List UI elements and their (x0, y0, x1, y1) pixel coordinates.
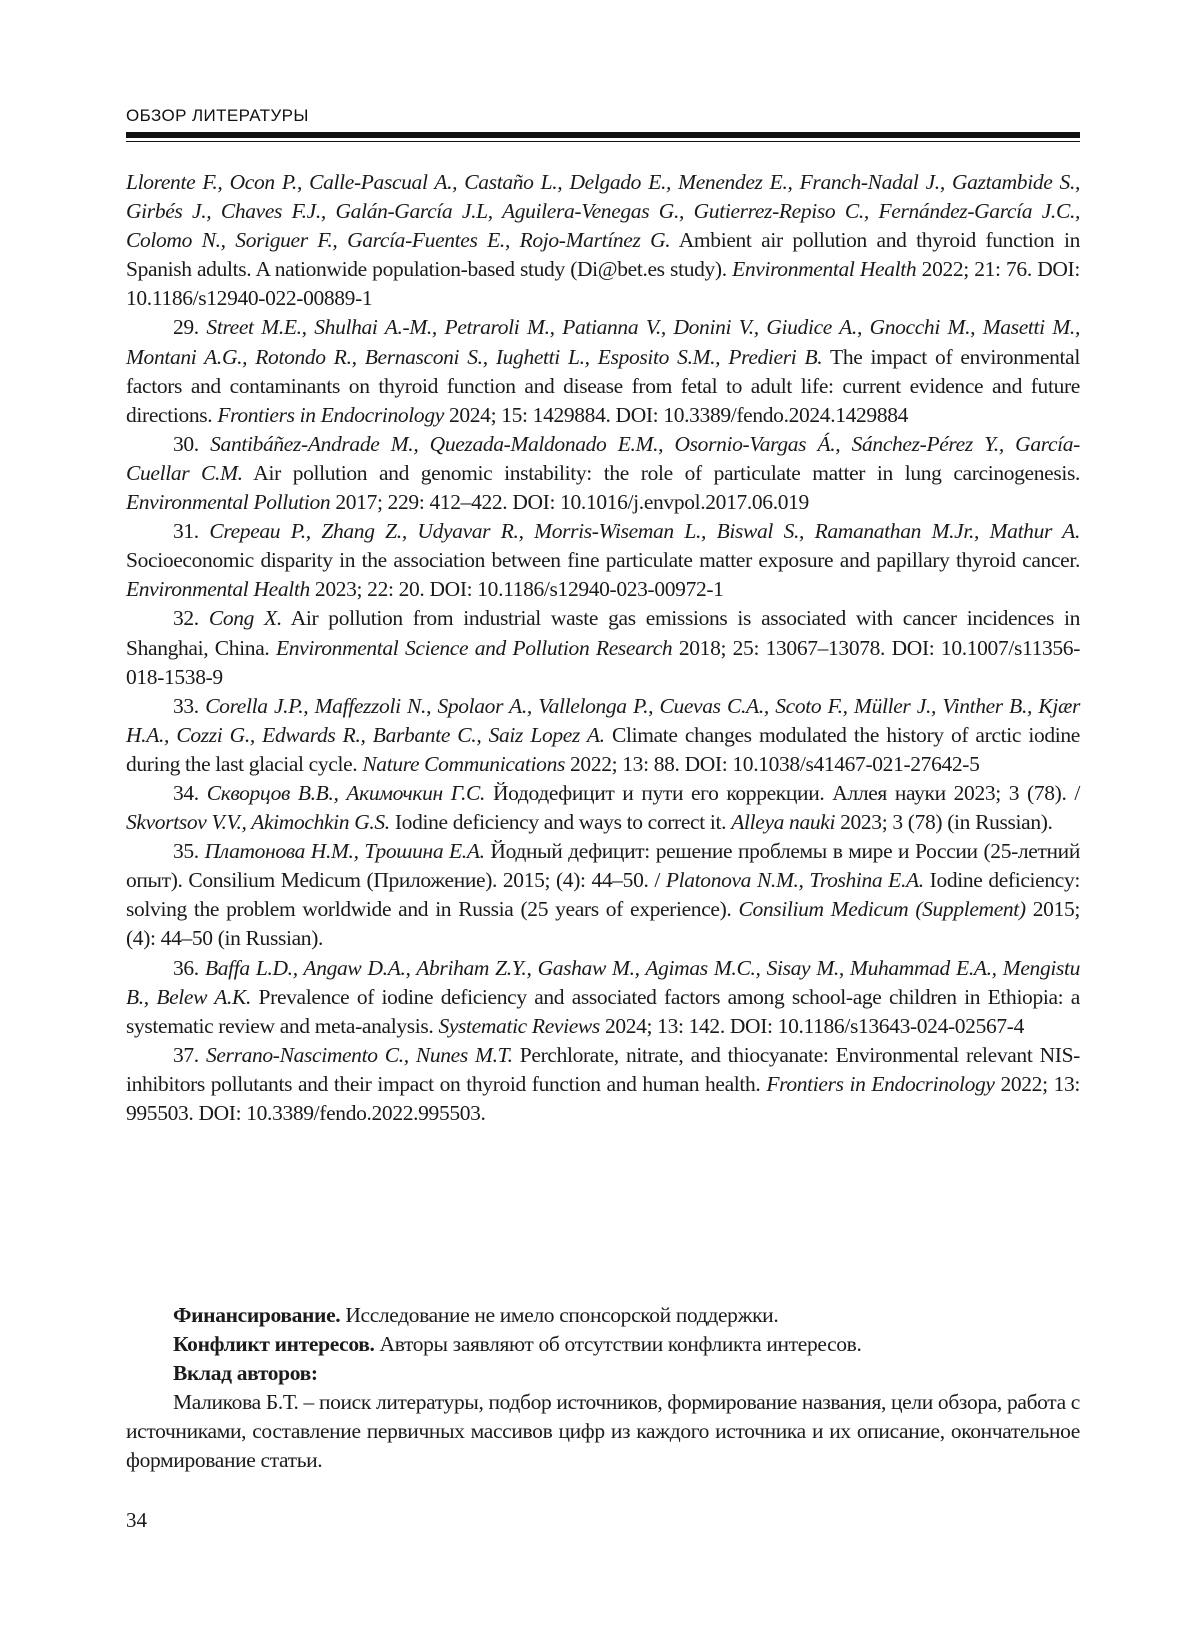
reference-journal: Systematic Reviews (438, 1013, 600, 1038)
conflict-text: Авторы заявляют об отсутствии конфликта интересов. (379, 1332, 862, 1357)
reference-title: Ambient air pollution and thyroid function in Spanish adults. A nationwide population-based study (Di@bet.es study). (126, 228, 1080, 282)
reference-details: 2015; (4): 44–50 (in Russian). (126, 897, 1081, 951)
reference-journal: Environmental Pollution (126, 490, 331, 515)
reference-details: 2022; 13: 995503. DOI: 10.3389/fendo.2022.995503. (126, 1071, 1080, 1125)
reference-authors: Скворцов В.В., Акимочкин Г.С. (206, 780, 486, 805)
reference-number: 35. (173, 839, 199, 864)
funding-statement (126, 1301, 1080, 1330)
reference-title: Йодный дефицит: решение проблемы в мире и России (25-летний опыт). Consilium Medicum (Приложение). 2015; (4): 44–50. / (126, 839, 1080, 893)
reference-journal: Consilium Medicum (Supplement) (738, 897, 1026, 922)
reference-number: 34. (173, 780, 199, 805)
reference-item (126, 313, 1080, 429)
conflict-statement (126, 1330, 1080, 1359)
reference-journal: Environmental Health (732, 257, 917, 282)
reference-number: 33. (173, 693, 199, 718)
reference-title: Perchlorate, nitrate, and thiocyanate: Environmental relevant NIS-inhibitors pollutants and their impact on thyroid function and human health. (126, 1042, 1080, 1096)
reference-journal: Frontiers in Endocrinology (217, 402, 444, 427)
reference-item (126, 517, 1080, 604)
header-rule-thick (126, 132, 1080, 138)
reference-item (126, 430, 1080, 517)
reference-authors: Serrano-Nascimento C., Nunes M.T. (205, 1042, 513, 1067)
funding-label: Финансирование. (173, 1303, 341, 1327)
reference-journal: Environmental Health (126, 577, 310, 602)
reference-details: 2024; 15: 1429884. DOI: 10.3389/fendo.2024.1429884 (448, 402, 909, 427)
reference-item (126, 1041, 1080, 1128)
reference-details: 2022; 13: 88. DOI: 10.1038/s41467-021-27642-5 (570, 751, 980, 776)
reference-details: 2017; 229: 412–422. DOI: 10.1016/j.envpol.2017.06.019 (335, 490, 809, 515)
reference-authors: Street M.E., Shulhai A.-M., Petraroli M., Patianna V., Donini V., Giudice A., Gnocchi M., Masetti M., Montani A.G., Rotondo R., Bernasconi S., Iughetti L., Esposito S.M., Predieri B. (126, 315, 1080, 369)
reference-item (126, 954, 1080, 1041)
reference-journal: Environmental Science and Pollution Research (276, 635, 673, 660)
header-rule-thin (126, 141, 1080, 142)
reference-number: 32. (173, 606, 199, 631)
reference-title: The impact of environmental factors and contaminants on thyroid function and disease from fetal to adult life: current evidence and future directions. (126, 344, 1080, 427)
contribution-heading (126, 1359, 1080, 1388)
reference-authors: Santibáñez-Andrade M., Quezada-Maldonado E.M., Osornio-Vargas Á., Sánchez-Pérez Y., García-Cuellar C.M. (126, 431, 1080, 485)
reference-details: 2018; 25: 13067–13078. DOI: 10.1007/s11356-018-1538-9 (126, 635, 1081, 689)
contribution-text: Маликова Б.Т. – поиск литературы, подбор источников, формирование названия, цели обзора, работа с источниками, составление первичных массивов цифр из каждого источника и их описание, окончательное формирование статьи. (126, 1390, 1081, 1473)
reference-list (126, 168, 1080, 1128)
reference-details: 2024; 13: 142. DOI: 10.1186/s13643-024-02567-4 (604, 1013, 1024, 1038)
reference-journal: Nature Communications (362, 751, 565, 776)
reference-number: 37. (173, 1042, 199, 1067)
reference-authors: Платонова Н.М., Трошина Е.А. (204, 839, 485, 864)
reference-details: 2022; 21: 76. DOI: 10.1186/s12940-022-00889-1 (126, 257, 1080, 311)
funding-text: Исследование не имело спонсорской поддержки. (345, 1303, 779, 1327)
reference-authors-en: Skvortsov V.V., Akimochkin G.S. (126, 810, 390, 835)
reference-item (126, 779, 1080, 837)
reference-authors-en: Platonova N.M., Troshina E.A. (665, 868, 924, 893)
reference-item (126, 604, 1080, 691)
reference-number: 29. (173, 315, 199, 340)
reference-journal: Frontiers in Endocrinology (766, 1071, 995, 1096)
reference-number: 31. (173, 519, 199, 544)
article-info (126, 1301, 1080, 1476)
reference-title: Air pollution and genomic instability: the role of particulate matter in lung carcinogenesis. (253, 460, 1081, 485)
reference-details: 2023; 3 (78) (in Russian). (840, 810, 1053, 835)
reference-item (126, 837, 1080, 953)
reference-authors: Crepeau P., Zhang Z., Udyavar R., Morris-Wiseman L., Biswal S., Ramanathan M.Jr., Mathur A. (209, 519, 1080, 544)
reference-authors: Corella J.P., Maffezzoli N., Spolaor A., Vallelonga P., Cuevas C.A., Scoto F., Müller J., Vinther B., Kjær H.A., Cozzi G., Edwards R., Barbante C., Saiz Lopez A. (126, 693, 1080, 747)
section-header: ОБЗОР ЛИТЕРАТУРЫ (126, 106, 309, 125)
conflict-label: Конфликт интересов. (173, 1332, 375, 1357)
reference-number: 30. (173, 431, 199, 456)
reference-title: Socioeconomic disparity in the association between fine particulate matter exposure and papillary thyroid cancer. (126, 548, 1080, 573)
reference-details: 2023; 22: 20. DOI: 10.1186/s12940-023-00972-1 (314, 577, 724, 602)
reference-authors: Cong X. (208, 606, 282, 631)
contribution-label: Вклад авторов: (173, 1361, 318, 1386)
reference-number: 36. (173, 955, 199, 980)
reference-journal: Alleya nauki (731, 810, 836, 835)
reference-title: Йододефицит и пути его коррекции. Аллея науки 2023; 3 (78). / (492, 780, 1081, 805)
reference-title: Air pollution from industrial waste gas emissions is associated with cancer incidences in Shanghai, China. (126, 606, 1081, 660)
reference-authors: Llorente F., Ocon P., Calle-Pascual A., Castaño L., Delgado E., Menendez E., Franch-Nadal J., Gaztambide S., Girbés J., Chaves F.J., Galán-García J.L, Aguilera-Venegas G., Gutierrez-Repiso C., Fernández-García J.C., Colomo N., Soriguer F., García-Fuentes E., Rojo-Martínez G. (126, 170, 1080, 253)
reference-title-en: Iodine deficiency: solving the problem worldwide and in Russia (25 years of experience). (126, 868, 1080, 922)
reference-title: Climate changes modulated the history of arctic iodine during the last glacial cycle. (126, 722, 1080, 776)
reference-item (126, 168, 1080, 313)
reference-item (126, 692, 1080, 779)
page-number: 34 (126, 1508, 147, 1532)
reference-title-en: Iodine deficiency and ways to correct it. (394, 810, 727, 835)
reference-authors: Baffa L.D., Angaw D.A., Abriham Z.Y., Gashaw M., Agimas M.C., Sisay M., Muhammad E.A., Mengistu B., Belew A.K. (126, 955, 1081, 1009)
reference-title: Prevalence of iodine deficiency and associated factors among school-age children in Ethiopia: a systematic review and meta-analysis. (126, 984, 1080, 1038)
